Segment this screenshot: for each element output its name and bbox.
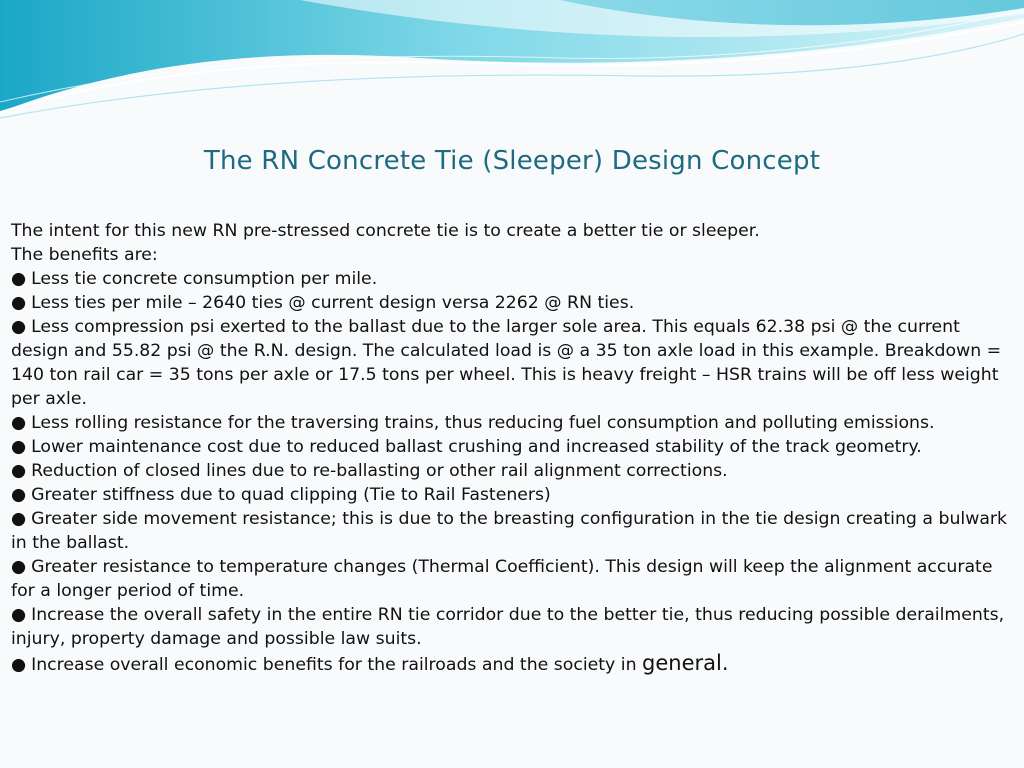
bullet-dot-icon: ●	[11, 293, 27, 313]
bullet-dot-icon: ●	[11, 437, 27, 457]
bullet-item	[11, 291, 1015, 315]
bullet-text: Increase the overall safety in the entire RN tie corridor due to the better tie, thus reducing possible derailments, injury, property damage and possible law suits.	[11, 605, 1005, 649]
bullet-text: Less ties per mile – 2640 ties @ current design versa 2262 @ RN ties.	[31, 293, 635, 313]
bullet-item	[11, 267, 1015, 291]
bullet-text: Increase overall economic benefits for the railroads and the society in	[31, 655, 643, 675]
bullet-dot-icon: ●	[11, 509, 27, 529]
bullet-dot-icon: ●	[11, 605, 27, 625]
bullet-item	[11, 603, 1015, 651]
bullet-item	[11, 315, 1015, 411]
bullet-text: Greater resistance to temperature changes (Thermal Coefficient). This design will keep the alignment accurate for a longer period of time.	[11, 557, 993, 601]
bullet-item	[11, 411, 1015, 435]
bullet-item	[11, 507, 1015, 555]
benefits-heading: The benefits are:	[11, 245, 158, 265]
bullet-dot-icon: ●	[11, 413, 27, 433]
bullet-text: Lower maintenance cost due to reduced ballast crushing and increased stability of the track geometry.	[31, 437, 922, 457]
bullet-text: Less tie concrete consumption per mile.	[31, 269, 378, 289]
bullet-dot-icon: ●	[11, 485, 27, 505]
bullet-text: Reduction of closed lines due to re-ballasting or other rail alignment corrections.	[31, 461, 728, 481]
bullet-text: Less rolling resistance for the traversing trains, thus reducing fuel consumption and polluting emissions.	[31, 413, 935, 433]
bullet-dot-icon: ●	[11, 461, 27, 481]
bullet-item	[11, 483, 1015, 507]
bullet-item	[11, 459, 1015, 483]
bullet-dot-icon: ●	[11, 655, 27, 675]
bullet-item-last	[11, 651, 1015, 677]
bullet-item	[11, 435, 1015, 459]
bullet-emphasis-word: general.	[642, 651, 729, 675]
bullet-text: Greater stiffness due to quad clipping (Tie to Rail Fasteners)	[31, 485, 551, 505]
bullet-text: Greater side movement resistance; this is due to the breasting configuration in the tie design creating a bulwark in the ballast.	[11, 509, 1008, 553]
intro-text: The intent for this new RN pre-stressed concrete tie is to create a better tie or sleeper.	[11, 221, 760, 241]
wave-header-graphic	[0, 0, 1024, 120]
slide-title: The RN Concrete Tie (Sleeper) Design Concept	[203, 146, 821, 176]
bullet-dot-icon: ●	[11, 557, 27, 577]
bullet-item	[11, 555, 1015, 603]
bullet-dot-icon: ●	[11, 269, 27, 289]
slide-body	[11, 219, 1015, 677]
bullet-text: Less compression psi exerted to the ballast due to the larger sole area. This equals 62.38 psi @ the current design and 55.82 psi @ the R.N. design. The calculated load is @ a 35 ton axle load in this example. Breakdown = 140 ton rail car = 35 tons per axle or 17.5 tons per wheel. This is heavy freight – HSR trains will be off less weight per axle.	[11, 317, 1002, 409]
bullet-dot-icon: ●	[11, 317, 27, 337]
